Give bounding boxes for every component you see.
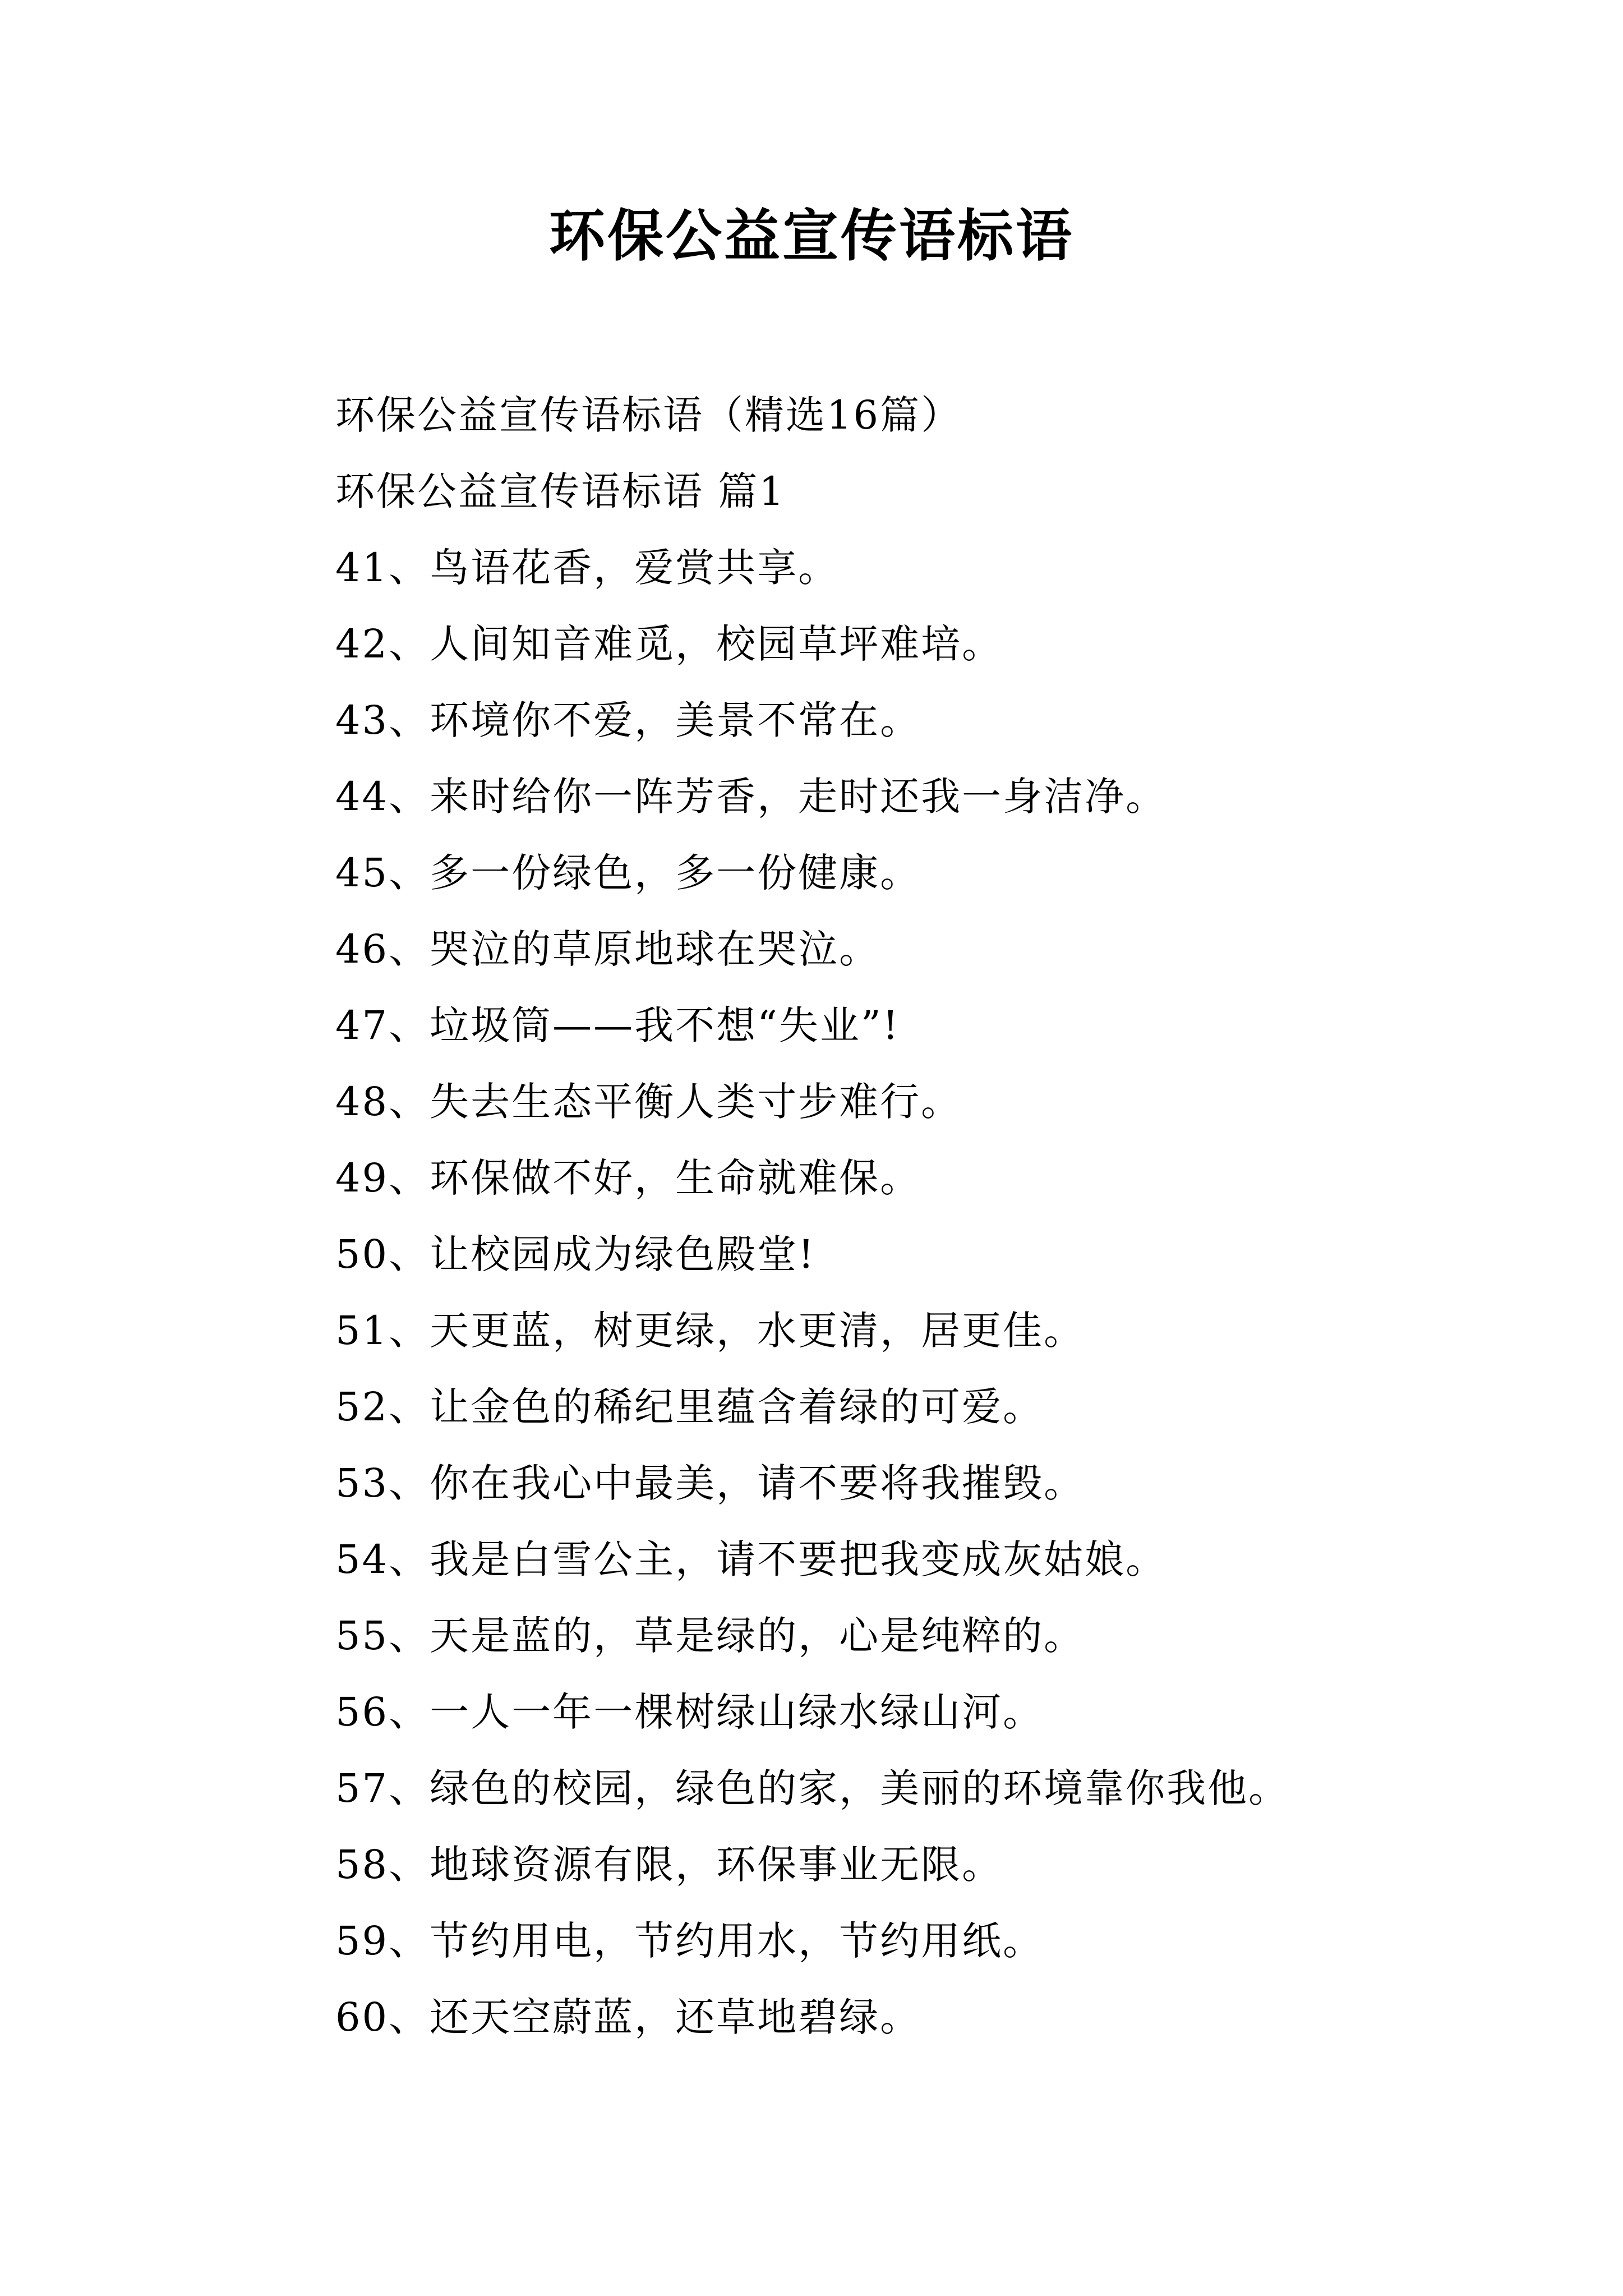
- slogan-line-52: 52、让金色的稀纪里蕴含着绿的可爱。: [335, 1384, 1044, 1430]
- slogan-line-46: 46、哭泣的草原地球在哭泣。: [335, 926, 880, 972]
- slogan-line-51: 51、天更蓝，树更绿，水更清，居更佳。: [335, 1308, 1085, 1354]
- slogan-line-48: 48、失去生态平衡人类寸步难行。: [335, 1079, 962, 1125]
- document-title: 环保公益宣传语标语: [549, 203, 1074, 269]
- slogan-line-41: 41、鸟语花香，爱赏共享。: [335, 545, 840, 591]
- slogan-line-42: 42、人间知音难觅，校园草坪难培。: [335, 621, 1003, 667]
- document-body: [335, 377, 1513, 2055]
- slogan-line-54: 54、我是白雪公主，请不要把我变成灰姑娘。: [335, 1536, 1167, 1582]
- slogan-line-53: 53、你在我心中最美，请不要将我摧毁。: [335, 1460, 1085, 1506]
- slogan-line-56: 56、一人一年一棵树绿山绿水绿山河。: [335, 1689, 1044, 1735]
- slogan-line-55: 55、天是蓝的，草是绿的，心是纯粹的。: [335, 1613, 1085, 1659]
- slogan-line-44: 44、来时给你一阵芳香，走时还我一身洁净。: [335, 774, 1167, 820]
- subtitle-line: 环保公益宣传语标语（精选16篇）: [335, 392, 962, 438]
- slogan-line-50: 50、让校园成为绿色殿堂!: [335, 1231, 816, 1277]
- slogan-line-57: 57、绿色的校园，绿色的家，美丽的环境靠你我他。: [335, 1765, 1290, 1811]
- slogan-line-49: 49、环保做不好，生命就难保。: [335, 1155, 921, 1201]
- slogan-line-45: 45、多一份绿色，多一份健康。: [335, 850, 921, 896]
- slogan-line-47: 47、垃圾筒——我不想“失业”!: [335, 1002, 900, 1048]
- section-heading: 环保公益宣传语标语 篇1: [335, 468, 786, 514]
- slogan-line-43: 43、环境你不爱，美景不常在。: [335, 697, 921, 743]
- slogan-line-58: 58、地球资源有限，环保事业无限。: [335, 1842, 1003, 1888]
- slogan-line-59: 59、节约用电，节约用水，节约用纸。: [335, 1918, 1044, 1964]
- slogan-line-60: 60、还天空蔚蓝，还草地碧绿。: [335, 1994, 921, 2040]
